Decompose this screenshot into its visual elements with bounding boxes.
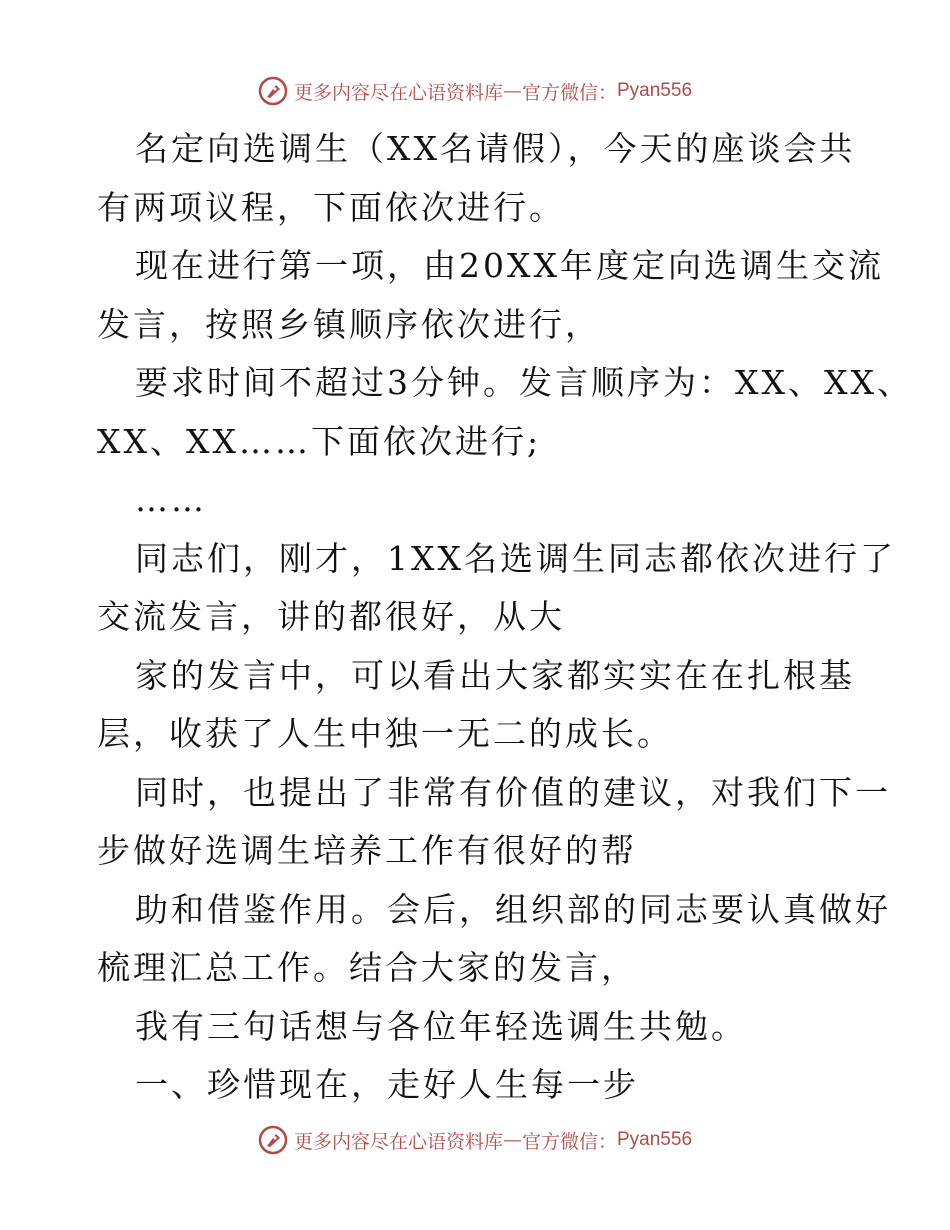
pen-nib-logo-icon: [258, 76, 288, 106]
text-line: 交流发言，讲的都很好，从大: [97, 597, 565, 636]
watermark-wechat-label: 官方微信：: [521, 1130, 617, 1153]
watermark-separator: —: [502, 80, 522, 102]
text-line: 我有三句话想与各位年轻选调生共勉。: [135, 1006, 747, 1046]
pen-nib-logo-icon: [258, 1125, 288, 1155]
watermark-wechat-label: 官方微信：: [521, 81, 617, 104]
watermark-text: 更多内容尽在心语资料库: [293, 81, 503, 104]
text-line: 助和借鉴作用。会后，组织部的同志要认真做好: [135, 889, 891, 929]
text-line: 层，收获了人生中独一无二的成长。: [97, 714, 673, 753]
header-watermark: [0, 71, 950, 111]
text-line: 梳理汇总工作。结合大家的发言，: [97, 948, 637, 987]
watermark-text: 更多内容尽在心语资料库: [293, 1130, 503, 1153]
text-line: 同志们，刚才，1XX名选调生同志都依次进行了: [135, 538, 896, 578]
footer-watermark: [0, 1120, 950, 1160]
document-body: [97, 120, 913, 1115]
text-line: 同时，也提出了非常有价值的建议，对我们下一: [135, 772, 891, 812]
text-line: 发言，按照乡镇顺序依次进行，: [97, 304, 601, 344]
text-line: ……: [135, 480, 207, 519]
text-line: 步做好选调生培养工作有很好的帮: [97, 831, 637, 870]
section-heading: 一、珍惜现在，走好人生每一步: [135, 1065, 639, 1104]
text-line: XX、XX……下面依次进行;: [97, 421, 542, 461]
text-line: 有两项议程，下面依次进行。: [97, 187, 565, 227]
watermark-separator: —: [502, 1129, 522, 1151]
watermark-wechat-id: Pyan556: [617, 1129, 693, 1150]
text-line: 现在进行第一项，由20XX年度定向选调生交流: [135, 246, 884, 285]
text-line: 家的发言中，可以看出大家都实实在在扎根基: [135, 655, 855, 695]
text-line: 要求时间不超过3分钟。发言顺序为：XX、XX、: [135, 363, 913, 402]
watermark-wechat-id: Pyan556: [617, 80, 693, 101]
text-line: 名定向选调生（XX名请假），今天的座谈会共: [135, 129, 856, 168]
